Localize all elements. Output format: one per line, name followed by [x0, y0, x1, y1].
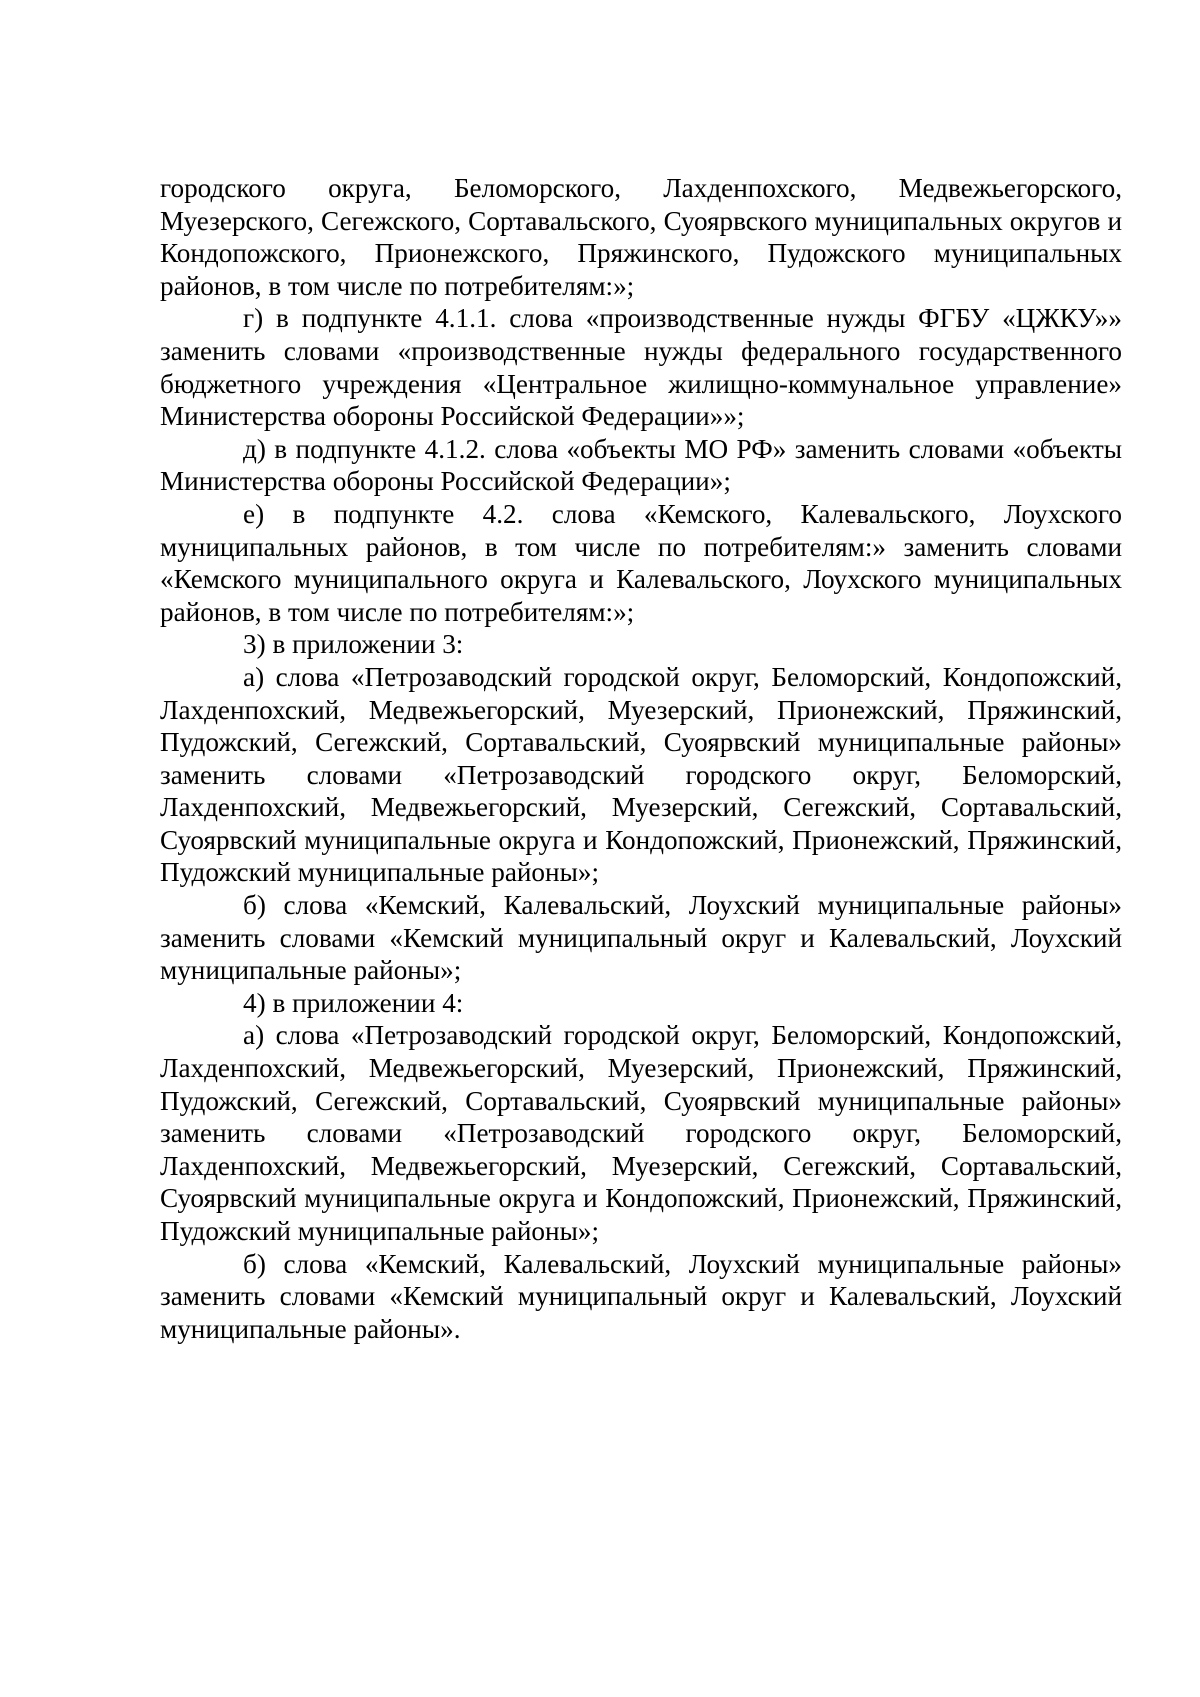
- paragraph-item-d: д) в подпункте 4.1.2. слова «объекты МО РФ» заменить словами «объекты Министерства обороны Российской Федерации»;: [160, 433, 1122, 497]
- paragraph-appendix-3-item-a: а) слова «Петрозаводский городской округ, Беломорский, Кондопожский, Лахденпохский, Медвежьегорский, Муезерский, Прионежский, Пряжинский, Пудожский, Сегежский, Сортавальский, Суоярвский муниципальные районы» заменить словами «Петрозаводский городского округ, Беломорский, Лахденпохский, Медвежьегорский, Муезерский, Сегежский, Сортавальский, Суоярвский муниципальные округа и Кондопожский, Прионежский, Пряжинский, Пудожский муниципальные районы»;: [160, 661, 1122, 888]
- paragraph-appendix-3-heading: 3) в приложении 3:: [243, 629, 464, 660]
- document-body: [160, 172, 1122, 1345]
- paragraph-item-g: г) в подпункте 4.1.1. слова «производственные нужды ФГБУ «ЦЖКУ»» заменить словами «производственные нужды федерального государственного бюджетного учреждения «Центральное жилищно-коммунальное управление» Министерства обороны Российской Федерации»»;: [160, 303, 1122, 432]
- paragraph-appendix-3-item-b: б) слова «Кемский, Калевальский, Лоухский муниципальные районы» заменить словами «Кемский муниципальный округ и Калевальский, Лоухский муниципальные районы»;: [160, 890, 1122, 986]
- paragraph-appendix-4-item-a: а) слова «Петрозаводский городской округ, Беломорский, Кондопожский, Лахденпохский, Медвежьегорский, Муезерский, Прионежский, Пряжинский, Пудожский, Сегежский, Сортавальский, Суоярвский муниципальные районы» заменить словами «Петрозаводский городского округ, Беломорский, Лахденпохский, Медвежьегорский, Муезерский, Сегежский, Сортавальский, Суоярвский муниципальные округа и Кондопожский, Прионежский, Пряжинский, Пудожский муниципальные районы»;: [160, 1020, 1122, 1246]
- paragraph-continuation: городского округа, Беломорского, Лахденпохского, Медвежьегорского, Муезерского, Сегежского, Сортавальского, Суоярвского муниципальных округов и Кондопожского, Прионежского, Пряжинского, Пудожского муниципальных районов, в том числе по потребителям:»;: [160, 173, 1122, 301]
- paragraph-item-e: е) в подпункте 4.2. слова «Кемского, Калевальского, Лоухского муниципальных районов, в том числе по потребителям:» заменить словами «Кемского муниципального округа и Калевальского, Лоухского муниципальных районов, в том числе по потребителям:»;: [160, 498, 1122, 627]
- paragraph-appendix-4-heading: 4) в приложении 4:: [243, 987, 464, 1018]
- paragraph-appendix-4-item-b: б) слова «Кемский, Калевальский, Лоухский муниципальные районы» заменить словами «Кемский муниципальный округ и Калевальский, Лоухский муниципальные районы».: [160, 1248, 1122, 1344]
